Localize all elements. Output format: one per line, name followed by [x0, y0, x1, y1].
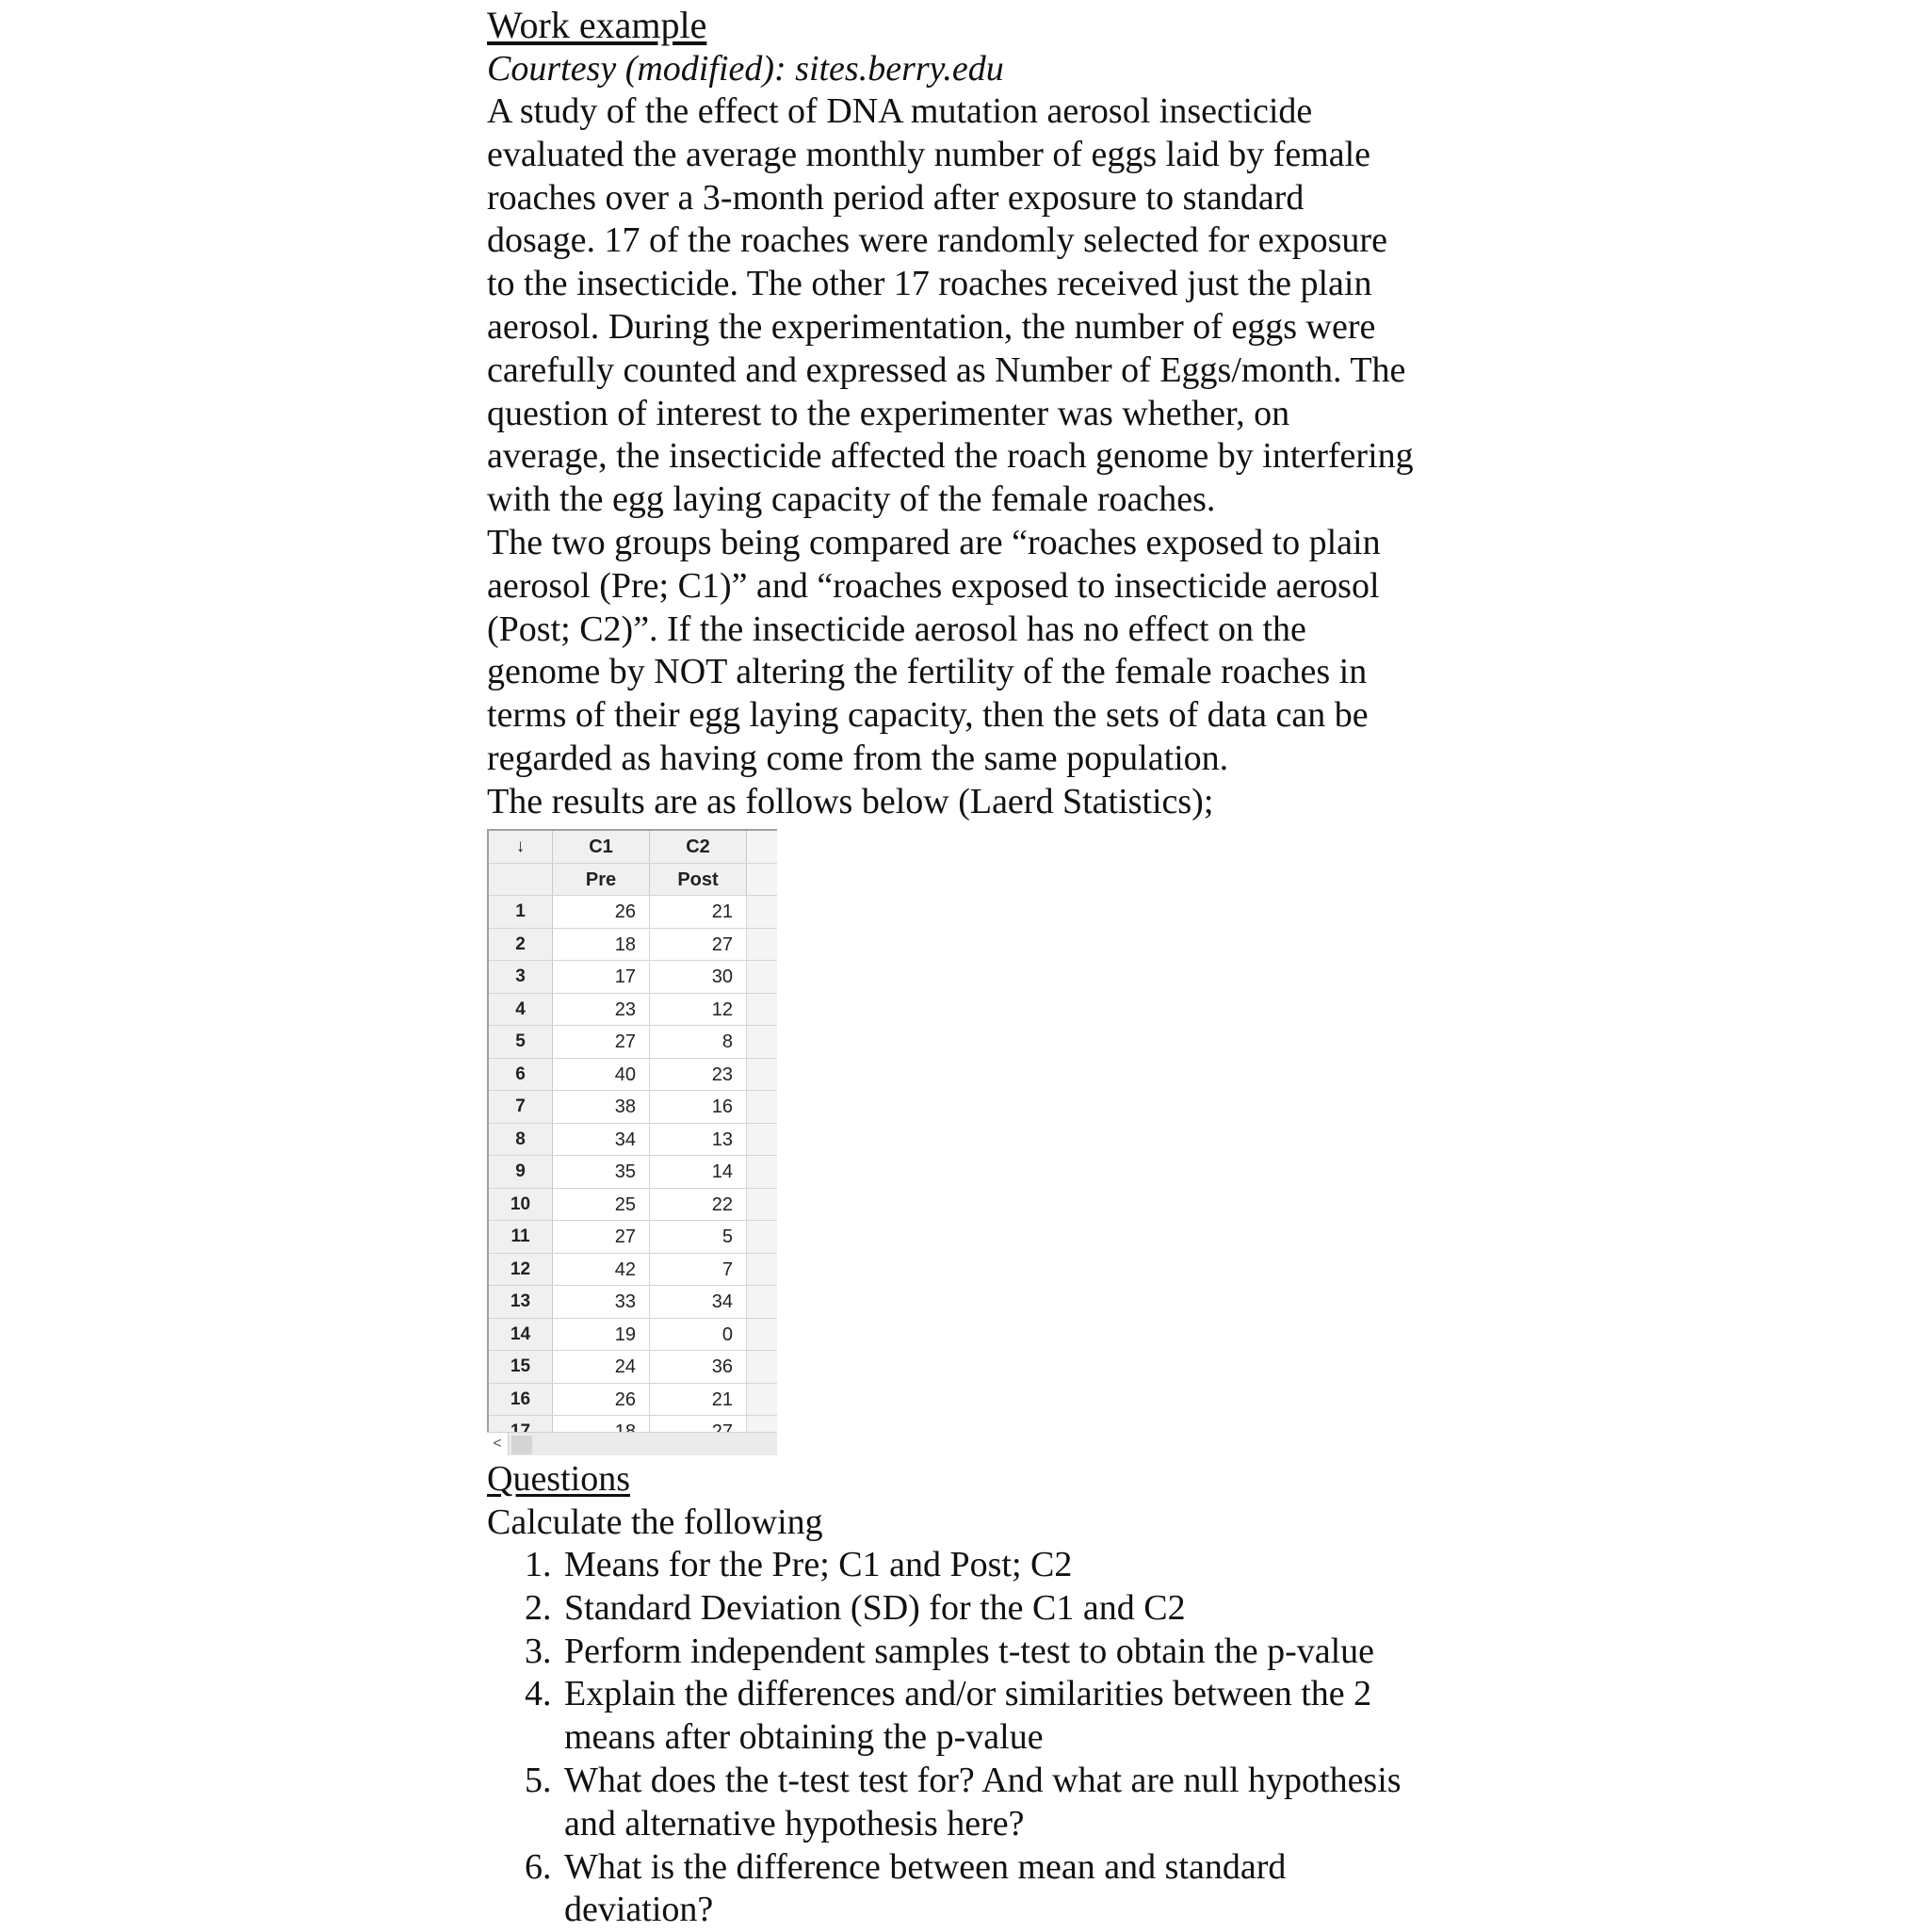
questions-heading: Questions — [487, 1459, 630, 1499]
cell-pre[interactable]: 27 — [553, 1221, 650, 1253]
table-row — [489, 1026, 777, 1059]
text-line: (Post; C2)”. If the insecticide aerosol has no effect on the — [487, 609, 1306, 649]
cell-pre[interactable]: 25 — [553, 1189, 650, 1221]
cell-pre[interactable]: 35 — [553, 1156, 650, 1188]
row-number[interactable]: 1 — [489, 896, 553, 928]
table-row — [489, 1286, 777, 1319]
table-row — [489, 1254, 777, 1287]
question-item — [560, 1673, 1542, 1760]
row-number[interactable]: 12 — [489, 1254, 553, 1286]
page-title: Work example — [487, 4, 707, 46]
empty-column — [747, 831, 777, 863]
row-number[interactable]: 8 — [489, 1124, 553, 1156]
text-line: question of interest to the experimenter was whether, on — [487, 393, 1290, 433]
questions-section — [487, 1457, 1542, 1932]
row-number[interactable]: 15 — [489, 1351, 553, 1383]
table-row — [489, 1124, 777, 1157]
question-item — [560, 1587, 1542, 1631]
question-item — [560, 1846, 1542, 1932]
text-line: 5. What does the t-test test for? And what are null hypothesis — [564, 1760, 1402, 1800]
courtesy-line: Courtesy (modified): sites.berry.edu — [487, 49, 1004, 89]
question-item — [560, 1631, 1542, 1674]
table-row — [489, 1384, 777, 1417]
table-row — [489, 961, 777, 994]
cell-post[interactable]: 21 — [650, 896, 747, 928]
cell-post[interactable]: 13 — [650, 1124, 747, 1156]
table-row — [489, 1319, 777, 1352]
text-line: aerosol (Pre; C1)” and “roaches exposed to insecticide aerosol — [487, 565, 1380, 606]
cell-pre[interactable]: 42 — [553, 1254, 650, 1286]
table-row — [489, 896, 777, 929]
table-row — [489, 1156, 777, 1189]
text-line: terms of their egg laying capacity, then the sets of data can be — [487, 695, 1369, 736]
empty-column — [747, 896, 777, 928]
text-line: carefully counted and expressed as Number of Eggs/month. The — [487, 349, 1406, 390]
text-line: average, the insecticide affected the roach genome by interfering — [487, 436, 1414, 477]
row-number[interactable]: 5 — [489, 1026, 553, 1058]
column-name-pre[interactable]: Pre — [553, 864, 650, 896]
text-line: roaches over a 3-month period after exposure to standard — [487, 177, 1305, 218]
text-line: 3. Perform independent samples t-test to obtain the p-value — [564, 1631, 1375, 1671]
table-row — [489, 1091, 777, 1124]
empty-column — [747, 864, 777, 896]
row-number[interactable]: 2 — [489, 929, 553, 961]
cell-post[interactable]: 36 — [650, 1351, 747, 1383]
worksheet-table — [487, 829, 777, 1455]
text-line: regarded as having come from the same population. — [487, 738, 1229, 778]
empty-column — [747, 1351, 777, 1383]
text-line: genome by NOT altering the fertility of the female roaches in — [487, 652, 1368, 692]
worksheet-grid — [487, 829, 777, 1449]
row-number[interactable]: 13 — [489, 1286, 553, 1318]
cell-pre[interactable]: 34 — [553, 1124, 650, 1156]
text-line: with the egg laying capacity of the female roaches. — [487, 479, 1216, 520]
empty-column — [747, 1221, 777, 1253]
table-row — [489, 1221, 777, 1254]
cell-pre[interactable]: 27 — [553, 1026, 650, 1058]
empty-column — [747, 1286, 777, 1318]
table-row — [489, 1189, 777, 1222]
groups-paragraph — [487, 522, 1542, 781]
cell-post[interactable]: 8 — [650, 1026, 747, 1058]
results-intro — [487, 781, 1542, 824]
table-row — [489, 1059, 777, 1092]
cell-post[interactable]: 7 — [650, 1254, 747, 1286]
empty-column — [747, 1254, 777, 1286]
text-line: 2. Standard Deviation (SD) for the C1 and C2 — [564, 1587, 1186, 1628]
cell-pre[interactable]: 17 — [553, 961, 650, 993]
cell-pre[interactable]: 38 — [553, 1091, 650, 1123]
document-body — [487, 0, 1542, 824]
row-number[interactable]: 14 — [489, 1319, 553, 1351]
table-row — [489, 1351, 777, 1384]
empty-column — [747, 929, 777, 961]
column-id-c2[interactable]: C2 — [650, 831, 747, 863]
row-number[interactable]: 4 — [489, 994, 553, 1026]
text-line: The two groups being compared are “roaches exposed to plain — [487, 522, 1381, 562]
row-number[interactable]: 9 — [489, 1156, 553, 1188]
cell-post[interactable]: 0 — [650, 1319, 747, 1351]
horizontal-scrollbar[interactable] — [487, 1432, 777, 1455]
cell-post[interactable]: 12 — [650, 994, 747, 1026]
cell-pre[interactable]: 24 — [553, 1351, 650, 1383]
cell-post[interactable]: 16 — [650, 1091, 747, 1123]
row-number[interactable]: 3 — [489, 961, 553, 993]
cell-post[interactable]: 5 — [650, 1221, 747, 1253]
empty-column — [747, 1189, 777, 1221]
questions-lead: Calculate the following — [487, 1502, 823, 1542]
cell-post[interactable]: 21 — [650, 1384, 747, 1416]
cell-post[interactable]: 14 — [650, 1156, 747, 1188]
empty-column — [747, 1319, 777, 1351]
text-line: dosage. 17 of the roaches were randomly selected for exposure — [487, 220, 1387, 261]
column-name-post[interactable]: Post — [650, 864, 747, 896]
text-line: deviation? — [564, 1890, 714, 1930]
empty-column — [747, 1384, 777, 1416]
column-id-row — [489, 831, 777, 864]
sort-arrow-icon[interactable]: ↓ — [489, 831, 553, 863]
empty-column — [747, 994, 777, 1026]
cell-post[interactable]: 30 — [650, 961, 747, 993]
cell-post[interactable]: 22 — [650, 1189, 747, 1221]
text-line: means after obtaining the p-value — [564, 1717, 1044, 1758]
text-line: and alternative hypothesis here? — [564, 1803, 1025, 1843]
empty-column — [747, 1156, 777, 1188]
question-item — [560, 1544, 1542, 1587]
cell-pre[interactable]: 26 — [553, 1384, 650, 1416]
empty-column — [747, 1059, 777, 1091]
scroll-thumb[interactable] — [511, 1436, 532, 1454]
text-line: to the insecticide. The other 17 roaches received just the plain — [487, 264, 1372, 304]
empty-column — [747, 1091, 777, 1123]
questions-list — [487, 1544, 1542, 1932]
text-line: A study of the effect of DNA mutation aerosol insecticide — [487, 91, 1313, 131]
row-number[interactable]: 6 — [489, 1059, 553, 1091]
corner-cell — [489, 864, 553, 896]
row-number[interactable]: 10 — [489, 1189, 553, 1221]
text-line: The results are as follows below (Laerd Statistics); — [487, 781, 1214, 821]
cell-post[interactable]: 27 — [650, 929, 747, 961]
empty-column — [747, 1124, 777, 1156]
text-line: 6. What is the difference between mean and standard — [564, 1846, 1287, 1887]
table-row — [489, 929, 777, 962]
text-line: 4. Explain the differences and/or similarities between the 2 — [564, 1674, 1372, 1714]
column-id-c1[interactable]: C1 — [553, 831, 650, 863]
intro-paragraph — [487, 90, 1542, 522]
cell-pre[interactable]: 23 — [553, 994, 650, 1026]
cell-pre[interactable]: 40 — [553, 1059, 650, 1091]
cell-post[interactable]: 34 — [650, 1286, 747, 1318]
question-item — [560, 1760, 1542, 1846]
scroll-left-icon[interactable]: < — [487, 1433, 509, 1455]
row-number[interactable]: 7 — [489, 1091, 553, 1123]
empty-column — [747, 961, 777, 993]
table-row — [489, 994, 777, 1027]
row-number[interactable]: 11 — [489, 1221, 553, 1253]
cell-pre[interactable]: 33 — [553, 1286, 650, 1318]
empty-column — [747, 1026, 777, 1058]
row-number[interactable]: 16 — [489, 1384, 553, 1416]
cell-pre[interactable]: 26 — [553, 896, 650, 928]
cell-pre[interactable]: 19 — [553, 1319, 650, 1351]
cell-post[interactable]: 23 — [650, 1059, 747, 1091]
cell-pre[interactable]: 18 — [553, 929, 650, 961]
text-line: evaluated the average monthly number of eggs laid by female — [487, 134, 1371, 174]
text-line: aerosol. During the experimentation, the number of eggs were — [487, 306, 1376, 347]
column-name-row — [489, 864, 777, 897]
text-line: 1. Means for the Pre; C1 and Post; C2 — [564, 1545, 1073, 1584]
